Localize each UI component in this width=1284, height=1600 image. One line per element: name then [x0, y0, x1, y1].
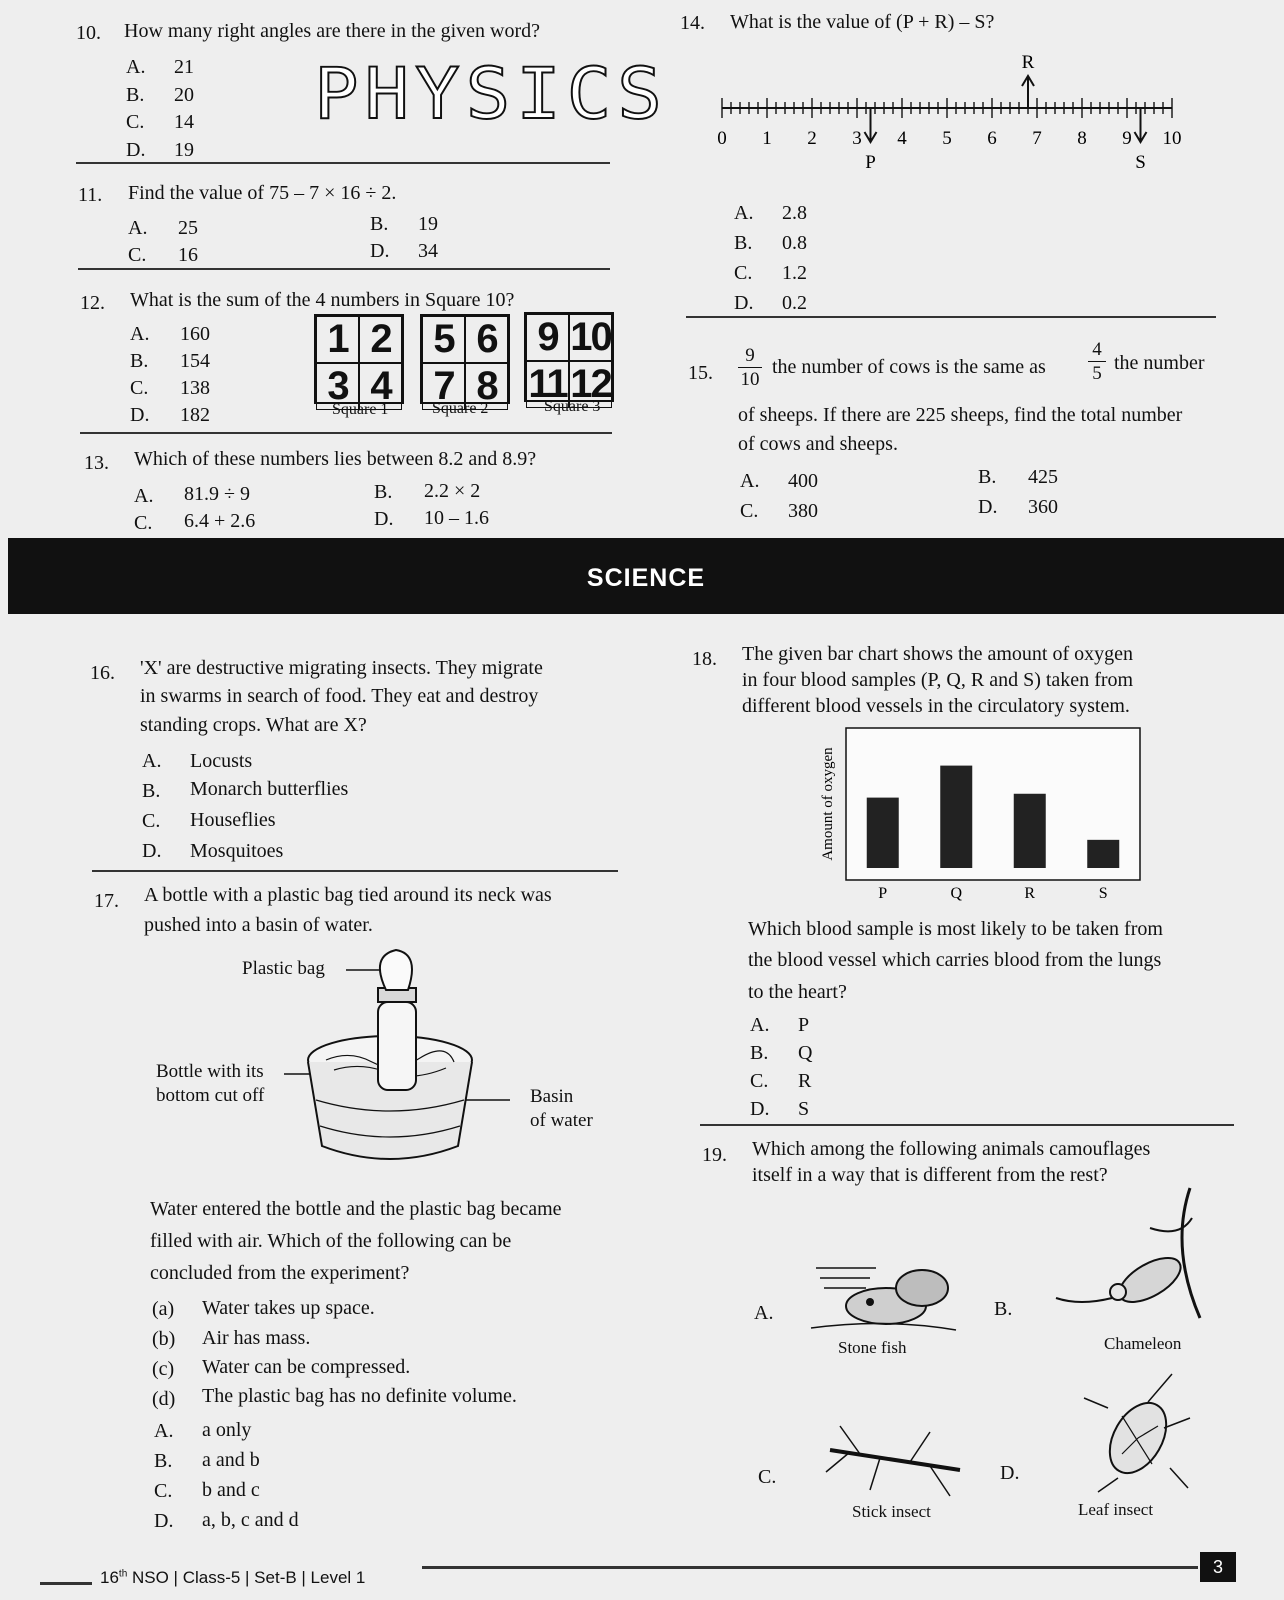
option-value: S: [798, 1098, 810, 1120]
question-text: the blood vessel which carries blood from the lungs: [748, 949, 1162, 971]
option-value: Locusts: [190, 750, 253, 772]
option-label: C.: [142, 810, 161, 832]
footer-rule: [422, 1566, 1198, 1569]
question-text: Which of these numbers lies between 8.2 and 8.9?: [134, 448, 537, 470]
animal-name: Stick insect: [852, 1502, 931, 1521]
question-text: in swarms in search of food. They eat and destroy: [140, 685, 539, 707]
option-label: D.: [1000, 1462, 1020, 1484]
category-label: P: [878, 885, 888, 902]
question-text: concluded from the experiment?: [150, 1262, 410, 1284]
option-value: 2.8: [782, 202, 807, 224]
tick-label: 8: [1077, 128, 1087, 149]
question-number: 19.: [702, 1144, 727, 1166]
option-label: D.: [142, 840, 162, 862]
question-text: Water entered the bottle and the plastic bag became: [150, 1198, 562, 1220]
option-label: B.: [126, 84, 145, 106]
option-label: C.: [154, 1480, 173, 1502]
stick-insect-icon: [820, 1420, 980, 1500]
bottle-label: bottom cut off: [156, 1085, 265, 1106]
question-text: of cows and sheeps.: [738, 433, 898, 455]
option-value: Houseflies: [190, 809, 276, 831]
divider: [76, 162, 610, 164]
divider: [80, 432, 612, 434]
basin-label: of water: [530, 1110, 593, 1131]
square-cell: 6: [465, 316, 508, 363]
tick-label: 4: [897, 128, 907, 149]
question-text: How many right angles are there in the given word?: [124, 20, 540, 42]
option-value: 0.8: [782, 232, 807, 254]
statement-label: (b): [152, 1328, 176, 1350]
option-value: 360: [1028, 496, 1058, 518]
question-number: 15.: [688, 362, 713, 384]
question-text: standing crops. What are X?: [140, 714, 367, 736]
question-text: Which among the following animals camouflages: [752, 1138, 1151, 1160]
question-text: Which blood sample is most likely to be taken from: [748, 918, 1163, 940]
square-cell: 1: [316, 316, 359, 363]
y-axis-label: Amount of oxygen: [820, 747, 836, 861]
tick-label: 10: [1162, 128, 1182, 149]
page-number: 3: [1200, 1552, 1236, 1582]
option-value: 400: [788, 470, 818, 492]
chameleon-icon: [1050, 1188, 1210, 1328]
category-label: R: [1024, 885, 1036, 902]
option-label: D.: [750, 1098, 770, 1120]
tick-label: 1: [762, 128, 772, 149]
footer-edition: 16: [100, 1568, 119, 1587]
option-label: B.: [130, 350, 149, 372]
question-text: pushed into a basin of water.: [144, 914, 373, 936]
tick-label: 3: [852, 128, 862, 149]
point-label: S: [1135, 152, 1146, 173]
plastic-bag-label: Plastic bag: [242, 958, 325, 979]
option-label: C.: [134, 512, 153, 534]
divider: [686, 316, 1216, 318]
question-text: the number: [1114, 352, 1205, 374]
stone-fish-icon: [806, 1258, 966, 1338]
option-value: 10 – 1.6: [424, 507, 489, 529]
option-value: 19: [418, 213, 438, 235]
option-value: a only: [202, 1419, 252, 1441]
square-cell: 3: [316, 363, 359, 410]
option-value: 20: [174, 84, 194, 106]
option-label: B.: [750, 1042, 769, 1064]
option-value: 380: [788, 500, 818, 522]
statement-text: Water can be compressed.: [202, 1356, 411, 1378]
tick-label: 6: [987, 128, 997, 149]
divider: [92, 870, 618, 872]
physics-word-figure: PHYSICS: [314, 53, 668, 135]
option-label: A.: [134, 485, 154, 507]
footer-rule: [40, 1582, 92, 1585]
option-label: B.: [978, 466, 997, 488]
number-line-figure: [717, 50, 1210, 180]
option-label: B.: [374, 481, 393, 503]
statement-label: (d): [152, 1388, 176, 1410]
option-label: D.: [130, 404, 150, 426]
option-label: A.: [128, 217, 148, 239]
option-label: A.: [750, 1014, 770, 1036]
option-value: 19: [174, 139, 194, 161]
tick-label: 7: [1032, 128, 1042, 149]
animal-name: Leaf insect: [1078, 1500, 1154, 1519]
number-square-1: [314, 314, 404, 408]
option-value: 25: [178, 217, 198, 239]
leaf-insect-icon: [1078, 1368, 1198, 1498]
option-label: B.: [370, 213, 389, 235]
question-text: Find the value of 75 – 7 × 16 ÷ 2.: [128, 182, 397, 204]
option-label: A.: [142, 750, 162, 772]
bar-p: [867, 798, 899, 868]
option-value: 160: [180, 323, 210, 345]
option-label: A.: [130, 323, 150, 345]
option-label: B.: [734, 232, 753, 254]
fraction-four-fifths: [1088, 338, 1106, 385]
fraction-denominator: 10: [740, 369, 760, 390]
option-value: 21: [174, 56, 194, 78]
bar-q: [940, 766, 972, 868]
section-title: SCIENCE: [586, 564, 706, 592]
question-number: 18.: [692, 648, 717, 670]
question-number: 16.: [90, 662, 115, 684]
category-label: S: [1098, 885, 1108, 902]
option-label: A.: [740, 470, 760, 492]
section-header: [8, 538, 1284, 614]
option-value: 425: [1028, 466, 1058, 488]
square-cell: 12: [570, 362, 611, 406]
question-text: What is the sum of the 4 numbers in Square 10?: [130, 289, 515, 311]
bar-s: [1087, 840, 1119, 868]
divider: [700, 1124, 1234, 1126]
option-label: C.: [750, 1070, 769, 1092]
tick-label: 0: [717, 128, 727, 149]
question-text: in four blood samples (P, Q, R and S) taken from: [742, 669, 1134, 691]
statement-text: The plastic bag has no definite volume.: [202, 1385, 517, 1407]
option-value: Q: [798, 1042, 813, 1064]
number-square-3: [524, 312, 614, 406]
option-label: C.: [130, 377, 149, 399]
option-value: a and b: [202, 1449, 260, 1471]
option-value: 0.2: [782, 292, 807, 314]
basin-label: Basin: [530, 1086, 574, 1107]
fraction-numerator: 4: [1088, 338, 1106, 362]
option-value: a, b, c and d: [202, 1509, 299, 1531]
question-text: to the heart?: [748, 981, 847, 1003]
option-value: P: [798, 1014, 810, 1036]
animal-name: Stone fish: [838, 1338, 907, 1357]
point-label: R: [1021, 52, 1035, 73]
question-text: A bottle with a plastic bag tied around its neck was: [144, 884, 552, 906]
option-label: A.: [126, 56, 146, 78]
square-cell: 5: [422, 316, 465, 363]
option-value: 6.4 + 2.6: [184, 510, 256, 532]
option-value: R: [798, 1070, 812, 1092]
option-label: D.: [734, 292, 754, 314]
square-cell: 7: [422, 363, 465, 410]
option-label: B.: [994, 1298, 1013, 1320]
category-label: Q: [950, 885, 963, 902]
tick-label: 5: [942, 128, 952, 149]
point-label: P: [865, 152, 876, 173]
square-cell: 10: [570, 315, 611, 359]
option-label: A.: [734, 202, 754, 224]
option-label: A.: [754, 1302, 774, 1324]
square-label: Square 3: [544, 398, 601, 415]
square-cell: 8: [465, 363, 508, 410]
option-label: C.: [128, 244, 147, 266]
question-number: 13.: [84, 452, 109, 474]
number-square-2: [420, 314, 510, 408]
square-cell: 4: [359, 363, 402, 410]
option-label: D.: [126, 139, 146, 161]
oxygen-bar-chart: [820, 724, 1150, 904]
question-number: 14.: [680, 12, 705, 34]
square-cell: 11: [526, 361, 569, 408]
option-label: C.: [740, 500, 759, 522]
divider: [78, 268, 610, 270]
option-value: 138: [180, 377, 210, 399]
footer-text: [100, 1568, 365, 1588]
tick-label: 2: [807, 128, 817, 149]
option-label: D.: [370, 240, 390, 262]
square-cell: 2: [359, 316, 402, 363]
option-label: C.: [126, 111, 145, 133]
option-value: 2.2 × 2: [424, 480, 481, 502]
footer-details: NSO | Class-5 | Set-B | Level 1: [127, 1568, 366, 1587]
option-label: C.: [758, 1466, 777, 1488]
square-cell: 9: [526, 314, 569, 361]
statement-text: Air has mass.: [202, 1327, 311, 1349]
fraction-nine-tenths: [738, 344, 762, 391]
bottle-label: Bottle with its: [156, 1061, 264, 1082]
question-text: 'X' are destructive migrating insects. They migrate: [140, 657, 543, 679]
statement-label: (c): [152, 1358, 175, 1380]
option-value: 154: [180, 350, 210, 372]
option-value: 16: [178, 244, 198, 266]
question-text: the number of cows is the same as: [772, 356, 1046, 378]
question-text: The given bar chart shows the amount of oxygen: [742, 643, 1134, 665]
question-number: 17.: [94, 890, 119, 912]
option-value: Mosquitoes: [190, 840, 284, 862]
option-value: 81.9 ÷ 9: [184, 483, 250, 505]
option-label: D.: [154, 1510, 174, 1532]
option-value: 1.2: [782, 262, 807, 284]
fraction-denominator: 5: [1092, 363, 1102, 384]
fraction-numerator: 9: [738, 344, 762, 368]
question-text: filled with air. Which of the following can be: [150, 1230, 512, 1252]
option-label: D.: [374, 508, 394, 530]
statement-label: (a): [152, 1298, 175, 1320]
question-text: different blood vessels in the circulatory system.: [742, 695, 1130, 717]
statement-text: Water takes up space.: [202, 1297, 375, 1319]
footer-ordinal: th: [118, 1568, 128, 1580]
bar-r: [1014, 794, 1046, 868]
option-value: 182: [180, 404, 210, 426]
option-label: D.: [978, 496, 998, 518]
option-label: A.: [154, 1420, 174, 1442]
question-number: 11.: [78, 184, 103, 206]
square-label: Square 2: [432, 400, 489, 417]
question-number: 10.: [76, 22, 101, 44]
question-text: itself in a way that is different from the rest?: [752, 1164, 1108, 1186]
option-label: C.: [734, 262, 753, 284]
square-label: Square 1: [332, 401, 389, 418]
option-value: Monarch butterflies: [190, 778, 349, 800]
tick-label: 9: [1122, 128, 1132, 149]
option-value: b and c: [202, 1479, 260, 1501]
option-value: 34: [418, 240, 438, 262]
question-text: What is the value of (P + R) – S?: [730, 11, 995, 33]
animal-name: Chameleon: [1104, 1334, 1182, 1353]
question-text: of sheeps. If there are 225 sheeps, find the total number: [738, 404, 1183, 426]
option-value: 14: [174, 111, 194, 133]
option-label: B.: [154, 1450, 173, 1472]
question-number: 12.: [80, 292, 105, 314]
option-label: B.: [142, 780, 161, 802]
